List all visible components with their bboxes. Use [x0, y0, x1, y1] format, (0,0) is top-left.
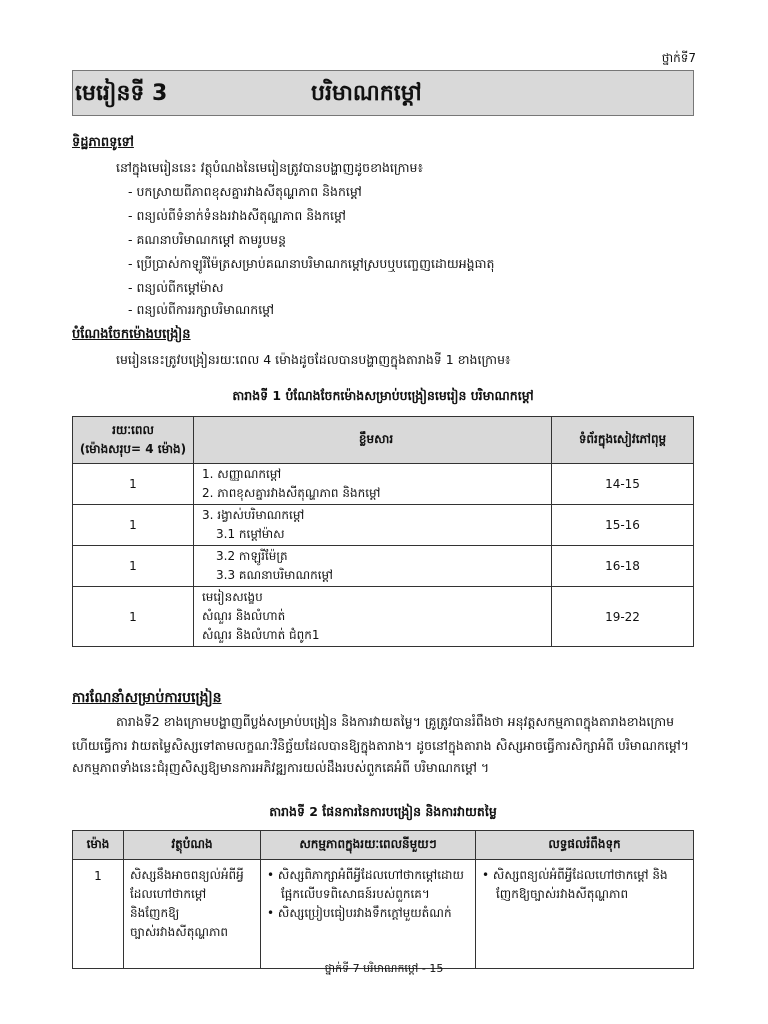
- table1-caption: តារាងទី 1 បំណែងចែកម៉ោងសម្រាប់បង្រៀនមេរៀន បរិមាណកម្ដៅ: [232, 388, 534, 403]
- table-row: [73, 546, 694, 587]
- schedule-table: [72, 416, 694, 647]
- table-header-row: [73, 417, 694, 464]
- column-header-objective: វត្ថុបំណង: [124, 831, 261, 860]
- lesson-plan-table: [72, 830, 694, 969]
- section-guidance-heading: ការណែនាំសម្រាប់ការបង្រៀន: [72, 690, 222, 706]
- objective-item: - ពន្យល់ពីការរក្សាបរិមាណកម្ដៅ: [128, 302, 275, 317]
- objective-item: - គណនាបរិមាណកម្ដៅ តាមរូបមន្ត: [128, 232, 287, 247]
- column-header-hour: ម៉ោង: [73, 831, 124, 860]
- table-row: [73, 505, 694, 546]
- overview-intro: នៅក្នុងមេរៀននេះ វត្ថុបំណងនៃមេរៀនត្រូវបានបង្ហាញដូចខាងក្រោម៖: [116, 160, 423, 175]
- objective-item: - ប្រើប្រាស់កាឡូរីម៉ែត្រសម្រាប់គណនាបរិមាណកម្ដៅស្របឬបញ្ចេញដោយអង្គធាតុ: [128, 256, 495, 271]
- objective-item: - ពន្យល់ពីទំនាក់ទំនងរវាងសីតុណ្ហភាព និងកម្ដៅ: [128, 208, 346, 223]
- page-footer: ថ្នាក់ទី 7 បរិមាណកម្ដៅ - 15: [324, 962, 444, 975]
- table-row: [73, 464, 694, 505]
- schedule-text: មេរៀននេះត្រូវបង្រៀនរយៈពេល 4 ម៉ោងដូចដែលបានបង្ហាញក្នុងតារាងទី 1 ខាងក្រោម៖: [116, 352, 511, 367]
- cell-hour: 1: [73, 860, 124, 969]
- cell-content: មេរៀនសង្ខេប សំណួរ និងលំហាត់ សំណួរ និងលំហាត់ ជំពូក1: [194, 587, 552, 647]
- objective-item: - បកស្រាយពីភាពខុសគ្នារវាងសីតុណ្ហភាព និងកម្ដៅ: [128, 184, 362, 199]
- guidance-line: សកម្មភាពទាំងនេះជំរុញសិស្សឱ្យមានការអភិវឌ្ឍការយល់ដឹងរបស់ពួកគេអំពី បរិមាណកម្ដៅ ។: [72, 760, 490, 775]
- cell-content: 3.2 កាឡូរីម៉ែត្រ 3.3 គណនាបរិមាណកម្ដៅ: [194, 546, 552, 587]
- table-row: [73, 860, 694, 969]
- section-overview-heading: ទិដ្ឋភាពទូទៅ: [72, 135, 134, 150]
- column-header-pages: ទំព័រក្នុងសៀវភៅពុម្ព: [552, 417, 694, 464]
- guidance-line: តារាងទី2 ខាងក្រោមបង្ហាញពីប្លង់សម្រាប់បង្រៀន និងការវាយតម្លៃ។ គ្រូត្រូវបានរំពឹងថា អនុវត្តសកម្មភាពក្នុងតារាងខាងក្រោម: [116, 714, 675, 729]
- cell-hours: 1: [73, 587, 194, 647]
- cell-objective: សិស្សនឹងអាចពន្យល់អំពីអ្វី ដែលហៅថាកម្ដៅនិងញែកឱ្យ ច្បាស់រវាងសីតុណ្ហភាព: [124, 860, 261, 969]
- cell-content: 3. រង្វាស់បរិមាណកម្ដៅ 3.1 កម្ដៅម៉ាស: [194, 505, 552, 546]
- objective-item: - ពន្យល់ពីកម្ដៅម៉ាស: [128, 280, 224, 295]
- table-row: [73, 587, 694, 647]
- cell-pages: 14-15: [552, 464, 694, 505]
- cell-hours: 1: [73, 505, 194, 546]
- cell-hours: 1: [73, 464, 194, 505]
- column-header-duration: រយៈពេល (ម៉ោងសរុប= 4 ម៉ោង): [73, 417, 194, 464]
- lesson-topic: បរិមាណកម្ដៅ: [311, 81, 422, 106]
- cell-activity: • សិស្សពិភាក្សាអំពីអ្វីដែលហៅថាកម្ដៅដោយ ផ្អែកលើបទពិសោធន៍របស់ពួកគេ។ • សិស្សប្រៀបធៀបរវាងទឹកក្ដៅមួយតំណក់: [261, 860, 476, 969]
- cell-pages: 16-18: [552, 546, 694, 587]
- cell-outcome: • សិស្សពន្យល់អំពីអ្វីដែលហៅថាកម្ដៅ និង ញែកឱ្យច្បាស់រវាងសីតុណ្ហភាព: [476, 860, 694, 969]
- column-header-outcome: លទ្ធផលរំពឹងទុក: [476, 831, 694, 860]
- cell-content: 1. សញ្ញាណកម្ដៅ 2. ភាពខុសគ្នារវាងសីតុណ្ហភាព និងកម្ដៅ: [194, 464, 552, 505]
- table2-caption: តារាងទី 2 ផែនការនៃការបង្រៀន និងការវាយតម្លៃ: [269, 804, 497, 819]
- lesson-number: មេរៀនទី 3: [75, 81, 168, 106]
- lesson-banner: [72, 70, 694, 116]
- cell-pages: 19-22: [552, 587, 694, 647]
- column-header-content: ខ្លឹមសារ: [194, 417, 552, 464]
- section-schedule-heading: បំណែងចែកម៉ោងបង្រៀន: [72, 327, 191, 342]
- cell-hours: 1: [73, 546, 194, 587]
- table-header-row: [73, 831, 694, 860]
- column-header-activity: សកម្មភាពក្នុងរយៈពេលនីមួយៗ: [261, 831, 476, 860]
- grade-label: ថ្នាក់ទី7: [661, 51, 696, 65]
- cell-pages: 15-16: [552, 505, 694, 546]
- guidance-line: ហើយធ្វើការ វាយតម្លៃសិស្សទៅតាមលក្ខណៈវិនិច្ឆ័យដែលបានឱ្យក្នុងតារាង។ ដូចនៅក្នុងតារាង សិស្សអាចធ្វើការសិក្សាអំពី បរិមាណកម្ដៅ។: [72, 738, 689, 753]
